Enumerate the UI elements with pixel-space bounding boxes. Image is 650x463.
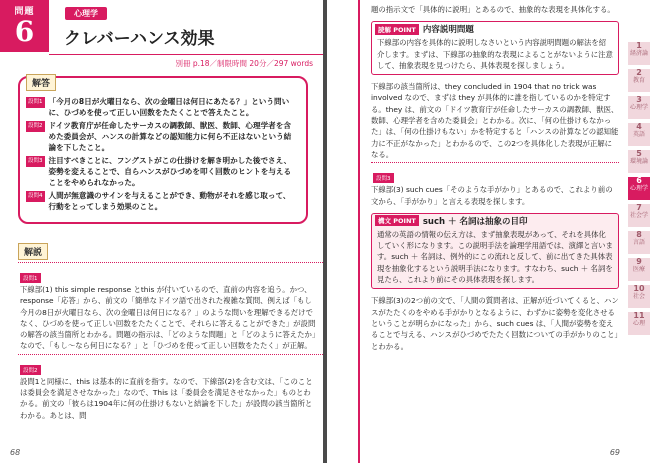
chapter-tab-6[interactable] (628, 177, 650, 202)
right-page (327, 0, 650, 463)
left-page (0, 0, 323, 463)
chapter-tab-3[interactable] (628, 96, 650, 121)
margin-rule (358, 0, 360, 463)
body-text: 下線部の該当箇所は、they concluded in 1904 that no trick was involved なので、まずは they が具体的に誰を指しているのかを特定する。they は、前文の「ドイツ教育庁が任命したサーカスの調教師、獣医、数師、心理学者を含めた委員会」とわかる。次に、「何の仕掛けもなかった」は、「何の仕掛けもない」かを特定すると「ハンスの計算などの認知能力に不正がなかった」とわかるので、この2つを具体化した表現が正解になる。 (371, 82, 619, 159)
right-column (371, 4, 619, 352)
chapter-tab-7[interactable] (628, 204, 650, 229)
question-label: 問題 (14, 7, 35, 17)
answer-item (26, 96, 298, 118)
chapter-tab-label: 心理 (632, 320, 645, 327)
section-badge: 設問1 (20, 273, 41, 283)
chapter-tab-label: 社会 (632, 293, 645, 300)
explanation-text: 設問1と同様に、this は基本的に直前を指す。なので、下線部(2)を含む文は、「このことは委員会を満足させなかった」なので、This は「委員会を満足させなかった」ものとわかる。前文の「彼らは1904年に何の仕掛けもないと結論を下した」が設問の該当箇所とわかる。あとは、問 (20, 376, 313, 420)
chapter-tab-2[interactable] (628, 69, 650, 94)
answer-badge: 設問1 (26, 97, 45, 108)
chapter-tab-number: 8 (636, 230, 642, 239)
chapter-tab-9[interactable] (628, 258, 650, 283)
answer-list (26, 96, 298, 214)
answer-text: 人間が無意識のサインを与えることができ、動物がそれを感じ取って、行動をとってしまう効果のこと。 (48, 191, 291, 211)
answer-text: 注目すべきことに、フングストがこの仕掛けを解き明かした後でさえ、姿勢を変えることで、自らハンスがひづめを叩く回数のヒントを与えることをやめられなかった。 (48, 156, 292, 187)
answer-badge: 設問3 (26, 156, 45, 167)
answer-item (26, 190, 298, 212)
point-box (371, 213, 619, 289)
explanation-text: 下線部(1) this simple response とthis が付いているので、直前の内容を追う。かつ、response「応答」から、前文の「簡単なドイツ語で出された複雑な質問、例えば「もし今月の8日が火曜日なら、次の金曜日は何日になる？」のような問いを理解できるだけでなく、ひづめを使って正しい回数をたたくことで、それらに答えることができた」が設問の解答の該当箇所とわかる。問題の指示は、「どのような問題」と「どのように答えたか」なので、「もし〜なら何日になる？」と「ひづめを使って正しい回数をたたく」が正解。 (20, 285, 316, 351)
chapter-tab-label: 教育 (632, 77, 645, 84)
chapter-tab-1[interactable] (628, 42, 650, 67)
chapter-tab-number: 10 (633, 284, 645, 293)
body-text: 下線部(3) such cues「そのような手がかり」とあるので、これより前の文から、「手がかり」と言える表現を探します。 (371, 185, 613, 206)
section-badge: 設問2 (20, 365, 41, 375)
chapter-tab-number: 7 (636, 203, 642, 212)
section-badge: 設問3 (373, 173, 394, 183)
category-badge: 心理学 (65, 7, 107, 20)
question-number: 6 (14, 15, 35, 48)
body-text: 題の指示文で「具体的に説明」とあるので、抽象的な表現を具体化する。 (371, 5, 615, 14)
chapter-tab-label: 環境論 (629, 158, 648, 165)
header-divider (49, 54, 323, 55)
chapter-tab-number: 3 (636, 95, 642, 104)
point-tag: 構文 POINT (375, 215, 419, 226)
answer-text: 「今月の8日が火曜日なら、次の金曜日は何日にあたる？」という問いに、ひづめを使って正しい回数をたたくことで答えたこと。 (48, 97, 290, 117)
chapter-tab-8[interactable] (628, 231, 650, 256)
chapter-tab-number: 11 (633, 311, 645, 320)
dotted-divider (371, 162, 619, 163)
question-number-box (0, 0, 49, 52)
point-title: such ＋ 名詞は抽象の目印 (422, 216, 528, 227)
chapter-tab-number: 1 (636, 41, 642, 50)
chapter-tab-10[interactable] (628, 285, 650, 310)
chapter-tab-label: 言語 (632, 239, 645, 246)
chapter-tab-label: 社会学 (629, 212, 648, 219)
chapter-tab-11[interactable] (628, 312, 650, 337)
chapter-tab-number: 2 (636, 68, 642, 77)
point-title: 内容説明問題 (422, 25, 474, 36)
chapter-tab-label: 医療 (632, 266, 645, 273)
answer-item (26, 120, 298, 153)
page-number: 68 (10, 448, 21, 457)
chapter-tab-label: 英語 (632, 131, 645, 138)
answer-box (18, 76, 308, 224)
answer-item (26, 155, 298, 188)
chapter-tab-label: 心理学 (629, 104, 648, 111)
chapter-tab-4[interactable] (628, 123, 650, 148)
page-title: クレバーハンス効果 (64, 29, 215, 49)
chapter-tab-label: 心理学 (629, 185, 648, 192)
dotted-divider (18, 262, 323, 263)
explanation-section (18, 240, 323, 421)
page-number: 69 (609, 448, 620, 457)
chapter-tab-number: 4 (636, 122, 642, 131)
answer-text: ドイツ教育庁が任命したサーカスの調教師、獣医、数師、心理学者を含めた委員会が、ハンスの計算などの認知能力に何ら不正はないという結論を下したこと。 (48, 121, 292, 152)
point-text: 通常の英語の情報の伝え方は、まず抽象表現があって、それを具体化していく形になります。この説明手法を論理学用語では、演繹と言います。such ＋ 名詞は、例外的にこの流れと反して、前に出てきた具体表現を抽象化するという説明手法になります。すなわち、such ＋ 名詞を見たら、これより前にその具体表現を探します。 (377, 229, 613, 285)
point-box (371, 21, 619, 75)
explanation-tag: 解説 (18, 243, 48, 260)
chapter-tab-5[interactable] (628, 150, 650, 175)
reference-info: 別冊 p.18／制限時間 20分／297 words (175, 59, 313, 68)
body-text: 下線部(3)の2つ前の文で、「人間の質問者は、正解が近づいてくると、ハンスがたたくのをやめる手がかりとなるように、わずかに姿勢を変化させるということが明らかになった」から、such cues は、「人間が姿勢を変えることで与える、ハンスがひづめでたたく回数についての手がかりのこと」とわかる。 (371, 296, 619, 351)
answer-tag: 解答 (26, 74, 56, 91)
dotted-divider (18, 354, 323, 355)
chapter-tab-number: 9 (636, 257, 642, 266)
point-text: 下線部の内容を具体的に説明しなさいという内容説明問題の解法を紹介します。まずは、下線部の抽象的な表現によることがないように注意して、抽象表現を見つけたら、具体表現を探しましょう。 (377, 38, 613, 70)
point-tag: 読解 POINT (375, 24, 419, 35)
chapter-tab-number: 6 (636, 176, 642, 185)
answer-badge: 設問4 (26, 191, 45, 202)
chapter-tab-number: 5 (636, 149, 642, 158)
answer-badge: 設問2 (26, 121, 45, 132)
chapter-tabs (628, 40, 650, 337)
chapter-tab-label: 経済論 (629, 50, 648, 57)
